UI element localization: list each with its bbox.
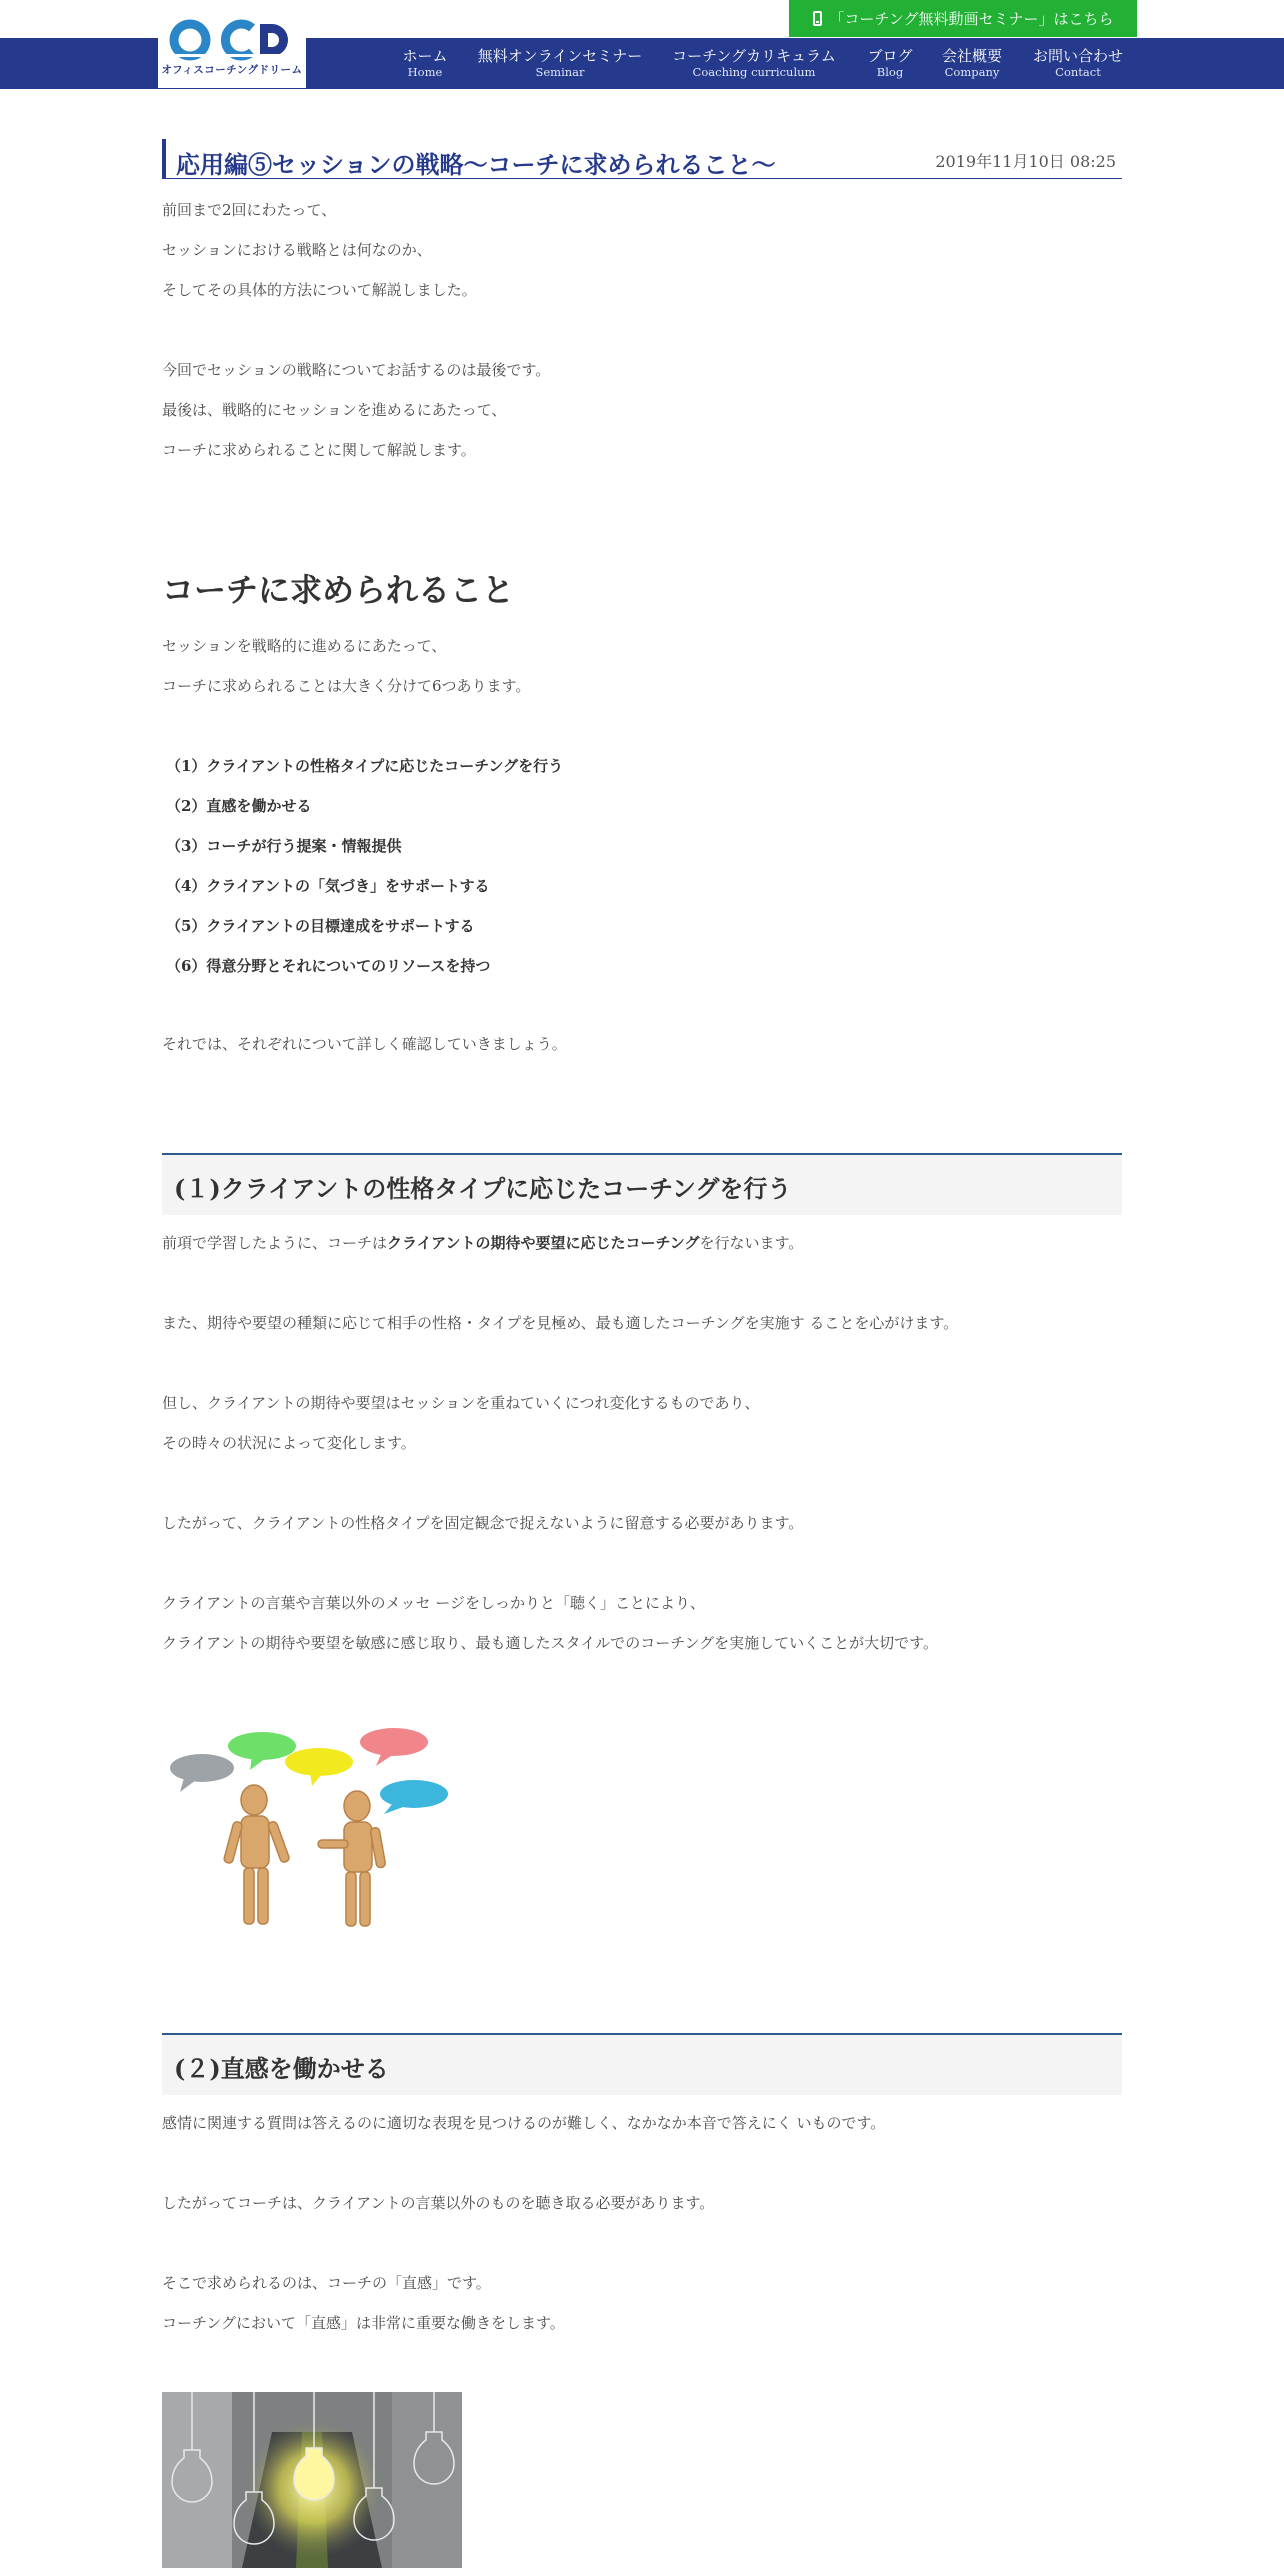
article-title: 応用編⑤セッションの戦略〜コーチに求められること〜 [176,150,776,179]
paragraph: その時々の状況によって変化します。 [162,1434,416,1452]
nav-sublabel: Blog [876,65,904,79]
paragraph: したがって、クライアントの性格タイプを固定観念で捉えないように留意する必要があります。 [162,1514,804,1532]
subsection-heading-1 [162,1153,1122,1215]
nav-item-company[interactable] [936,38,1008,89]
paragraph: コーチに求められることに関して解説します。 [162,441,476,459]
subsection-heading-text: (２)直感を働かせる [174,2054,389,2083]
nav-label: ブログ [867,47,913,65]
paragraph: 前回まで2回にわたって、 [162,201,337,219]
section-heading: コーチに求められること [162,571,515,609]
paragraph: そしてその具体的方法について解説しました。 [162,281,477,299]
paragraph: 但し、クライアントの期待や要望はセッションを重ねていくにつれ変化するものであり、 [162,1394,760,1412]
nav-item-blog[interactable] [860,38,920,89]
nav-sublabel: Contact [1055,65,1101,79]
nav-label: 無料オンラインセミナー [477,47,643,65]
nav-sublabel: Coaching curriculum [692,65,816,79]
nav-sublabel: Company [944,65,1000,79]
paragraph: 最後は、戦略的にセッションを進めるにあたって、 [162,401,507,419]
paragraph: コーチングにおいて「直感」は非常に重要な働きをします。 [162,2314,565,2332]
paragraph: それでは、それぞれについて詳しく確認していきましょう。 [162,1035,567,1053]
article-date: 2019年11月10日 08:25 [935,152,1116,171]
list-item: （3）コーチが行う提案・情報提供 [166,837,402,855]
text-span: を行ないます。 [699,1234,804,1252]
nav-sublabel: Home [407,65,443,79]
paragraph: したがってコーチは、クライアントの言葉以外のものを聴き取る必要があります。 [162,2194,715,2212]
nav-label: 会社概要 [941,47,1002,65]
ocd-logo-icon [168,14,298,66]
site-logo[interactable] [158,0,306,88]
list-item: （6）得意分野とそれについてのリソースを持つ [166,957,491,975]
smartphone-icon [813,11,822,26]
nav-item-curriculum[interactable] [668,38,840,89]
paragraph: クライアントの期待や要望を敏感に感じ取り、最も適したスタイルでのコーチングを実施していくことが大切です。 [162,1634,938,1652]
subsection-heading-text: (１)クライアントの性格タイプに応じたコーチングを行う [174,1174,792,1203]
paragraph: また、期待や要望の種類に応じて相手の性格・タイプを見極め、最も適したコーチングを実施す ることを心がけます。 [162,1314,959,1332]
light-bulbs-illustration [162,2392,462,2568]
paragraph: 感情に関連する質問は答えるのに適切な表現を見つけるのが難しく、なかなか本音で答えにく いものです。 [162,2114,886,2132]
paragraph [162,1233,803,1253]
paragraph: そこで求められるのは、コーチの「直感」です。 [162,2274,491,2292]
text-span: 前項で学習したように、コーチは [162,1234,388,1252]
subsection-heading-2 [162,2033,1122,2095]
paragraph: セッションにおける戦略とは何なのか、 [162,241,432,259]
free-video-seminar-button[interactable] [789,0,1137,37]
cta-label: 「コーチング無料動画セミナー」はこちら [829,10,1114,28]
nav-label: お問い合わせ [1032,47,1123,65]
logo-subtitle: オフィスコーチングドリーム [161,64,303,76]
list-item: （2）直感を働かせる [166,797,312,815]
nav-label: ホーム [402,47,448,65]
list-item: （1）クライアントの性格タイプに応じたコーチングを行う [166,757,564,775]
paragraph: コーチに求められることは大きく分けて6つあります。 [162,677,531,695]
nav-label: コーチングカリキュラム [672,47,836,65]
nav-item-home[interactable] [396,38,454,89]
article-title-bar [162,139,1122,179]
bold-phrase: クライアントの期待や要望に応じたコーチング [387,1234,700,1252]
list-item: （5）クライアントの目標達成をサポートする [166,917,475,935]
nav-item-contact[interactable] [1026,38,1130,89]
nav-item-seminar[interactable] [474,38,646,89]
paragraph: セッションを戦略的に進めるにあたって、 [162,637,447,655]
paragraph: 今回でセッションの戦略についてお話するのは最後です。 [162,361,551,379]
list-item: （4）クライアントの「気づき」をサポートする [166,877,490,895]
nav-sublabel: Seminar [535,65,585,79]
paragraph: クライアントの言葉や言葉以外のメッセ ージをしっかりと「聴く」ことにより、 [162,1594,705,1612]
talking-figures-illustration [162,1712,460,1938]
